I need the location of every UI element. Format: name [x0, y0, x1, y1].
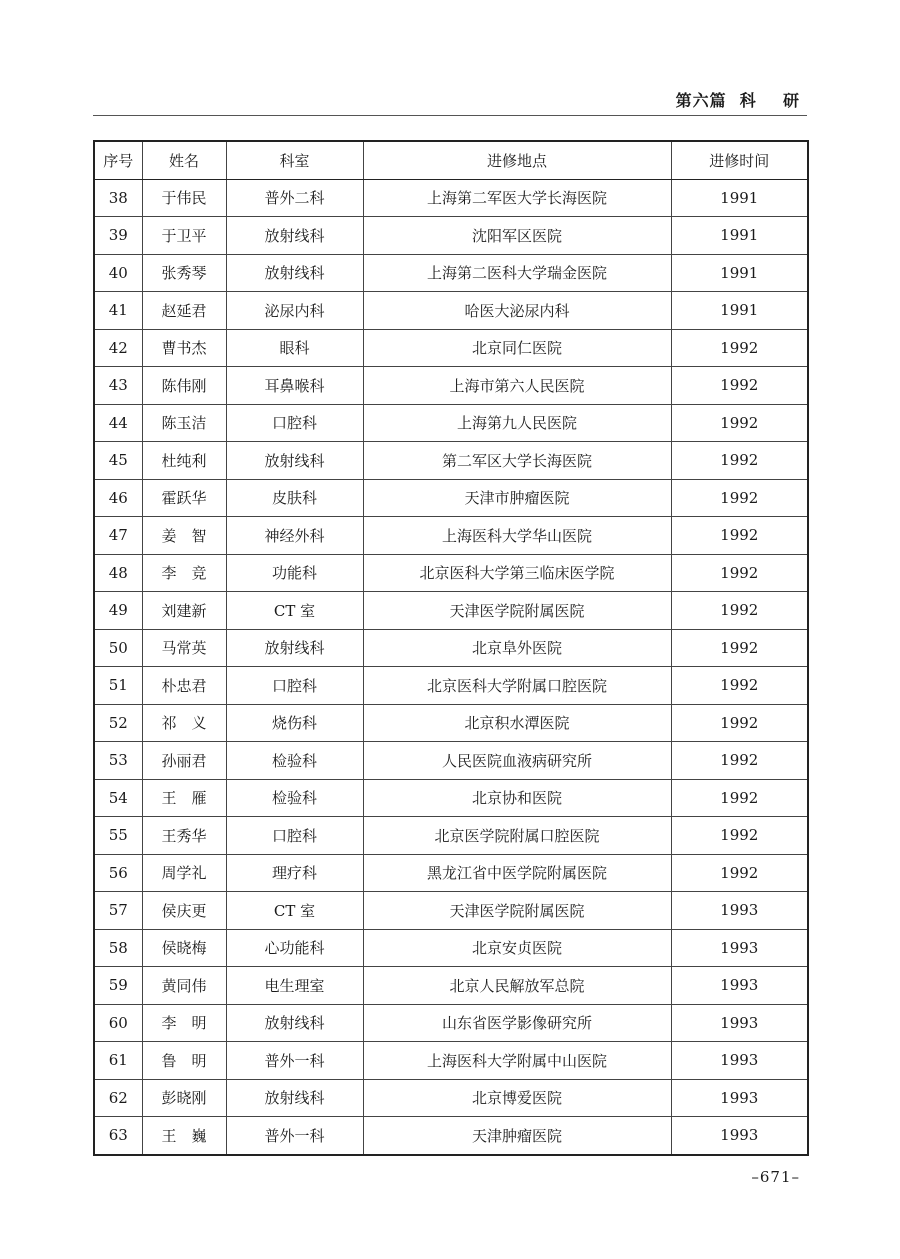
cell-index: 60	[94, 1004, 142, 1042]
cell-department: 放射线科	[226, 629, 363, 667]
cell-training-location: 北京阜外医院	[363, 629, 671, 667]
cell-name: 于卫平	[142, 217, 226, 255]
cell-training-year: 1991	[671, 179, 808, 217]
cell-name: 侯晓梅	[142, 929, 226, 967]
cell-index: 42	[94, 329, 142, 367]
cell-department: 放射线科	[226, 1004, 363, 1042]
cell-training-year: 1992	[671, 404, 808, 442]
cell-training-location: 人民医院血液病研究所	[363, 742, 671, 780]
table-body	[94, 179, 808, 1155]
cell-department: CT 室	[226, 892, 363, 930]
cell-department: 神经外科	[226, 517, 363, 555]
cell-training-year: 1991	[671, 254, 808, 292]
cell-department: 检验科	[226, 742, 363, 780]
cell-training-location: 北京同仁医院	[363, 329, 671, 367]
cell-index: 39	[94, 217, 142, 255]
cell-name: 黄同伟	[142, 967, 226, 1005]
cell-index: 49	[94, 592, 142, 630]
cell-training-year: 1992	[671, 479, 808, 517]
cell-training-location: 上海市第六人民医院	[363, 367, 671, 405]
cell-training-location: 山东省医学影像研究所	[363, 1004, 671, 1042]
cell-department: 口腔科	[226, 404, 363, 442]
table-row	[94, 704, 808, 742]
cell-department: 放射线科	[226, 217, 363, 255]
cell-training-year: 1992	[671, 667, 808, 705]
cell-training-location: 北京医科大学附属口腔医院	[363, 667, 671, 705]
cell-index: 44	[94, 404, 142, 442]
table-row	[94, 479, 808, 517]
cell-name: 杜纯利	[142, 442, 226, 480]
training-records-table	[93, 140, 809, 1156]
cell-department: 普外一科	[226, 1042, 363, 1080]
cell-index: 59	[94, 967, 142, 1005]
table-row	[94, 892, 808, 930]
column-header-training-location: 进修地点	[363, 141, 671, 179]
cell-name: 鲁 明	[142, 1042, 226, 1080]
cell-index: 54	[94, 779, 142, 817]
cell-department: CT 室	[226, 592, 363, 630]
column-header-index: 序号	[94, 141, 142, 179]
cell-index: 45	[94, 442, 142, 480]
cell-name: 彭晓刚	[142, 1079, 226, 1117]
cell-department: 电生理室	[226, 967, 363, 1005]
table-row	[94, 967, 808, 1005]
cell-name: 李 竞	[142, 554, 226, 592]
cell-index: 40	[94, 254, 142, 292]
cell-name: 侯庆更	[142, 892, 226, 930]
cell-training-year: 1992	[671, 779, 808, 817]
cell-index: 55	[94, 817, 142, 855]
table-row	[94, 404, 808, 442]
cell-department: 放射线科	[226, 1079, 363, 1117]
cell-index: 38	[94, 179, 142, 217]
cell-training-location: 哈医大泌尿内科	[363, 292, 671, 330]
cell-training-year: 1993	[671, 967, 808, 1005]
cell-index: 47	[94, 517, 142, 555]
cell-index: 57	[94, 892, 142, 930]
cell-department: 口腔科	[226, 817, 363, 855]
table-row	[94, 1004, 808, 1042]
cell-training-year: 1992	[671, 329, 808, 367]
cell-name: 赵延君	[142, 292, 226, 330]
cell-index: 41	[94, 292, 142, 330]
table-row	[94, 517, 808, 555]
table-row	[94, 592, 808, 630]
cell-department: 眼科	[226, 329, 363, 367]
cell-name: 马常英	[142, 629, 226, 667]
cell-training-location: 北京医学院附属口腔医院	[363, 817, 671, 855]
table-row	[94, 817, 808, 855]
cell-index: 43	[94, 367, 142, 405]
cell-name: 陈伟刚	[142, 367, 226, 405]
cell-name: 祁 义	[142, 704, 226, 742]
cell-department: 皮肤科	[226, 479, 363, 517]
table-row	[94, 1117, 808, 1155]
cell-training-year: 1992	[671, 854, 808, 892]
cell-training-location: 天津肿瘤医院	[363, 1117, 671, 1155]
table-row	[94, 629, 808, 667]
cell-index: 52	[94, 704, 142, 742]
table-row	[94, 1042, 808, 1080]
cell-name: 王 雁	[142, 779, 226, 817]
cell-training-location: 天津市肿瘤医院	[363, 479, 671, 517]
cell-index: 48	[94, 554, 142, 592]
table-row	[94, 367, 808, 405]
cell-department: 放射线科	[226, 254, 363, 292]
cell-name: 姜 智	[142, 517, 226, 555]
cell-index: 63	[94, 1117, 142, 1155]
column-header-training-year: 进修时间	[671, 141, 808, 179]
cell-training-location: 北京协和医院	[363, 779, 671, 817]
cell-name: 刘建新	[142, 592, 226, 630]
cell-department: 放射线科	[226, 442, 363, 480]
cell-training-year: 1993	[671, 1079, 808, 1117]
cell-training-year: 1991	[671, 292, 808, 330]
cell-training-location: 上海医科大学华山医院	[363, 517, 671, 555]
cell-name: 孙丽君	[142, 742, 226, 780]
cell-training-year: 1992	[671, 629, 808, 667]
page-number: –671–	[751, 1168, 800, 1186]
cell-name: 李 明	[142, 1004, 226, 1042]
cell-index: 53	[94, 742, 142, 780]
cell-name: 王秀华	[142, 817, 226, 855]
cell-training-location: 第二军区大学长海医院	[363, 442, 671, 480]
table-row	[94, 742, 808, 780]
cell-name: 王 巍	[142, 1117, 226, 1155]
cell-training-location: 北京积水潭医院	[363, 704, 671, 742]
table-row	[94, 254, 808, 292]
table-row	[94, 1079, 808, 1117]
cell-name: 霍跃华	[142, 479, 226, 517]
cell-name: 朴忠君	[142, 667, 226, 705]
header-rule	[93, 115, 807, 116]
cell-index: 61	[94, 1042, 142, 1080]
cell-name: 于伟民	[142, 179, 226, 217]
cell-training-year: 1992	[671, 817, 808, 855]
cell-index: 51	[94, 667, 142, 705]
column-header-department: 科室	[226, 141, 363, 179]
column-header-name: 姓名	[142, 141, 226, 179]
cell-training-location: 北京安贞医院	[363, 929, 671, 967]
cell-department: 烧伤科	[226, 704, 363, 742]
cell-department: 理疗科	[226, 854, 363, 892]
cell-department: 耳鼻喉科	[226, 367, 363, 405]
cell-name: 周学礼	[142, 854, 226, 892]
cell-index: 56	[94, 854, 142, 892]
cell-department: 普外二科	[226, 179, 363, 217]
table-header-row	[94, 141, 808, 179]
cell-training-year: 1993	[671, 1004, 808, 1042]
cell-training-year: 1992	[671, 442, 808, 480]
cell-training-year: 1993	[671, 1117, 808, 1155]
cell-training-year: 1992	[671, 367, 808, 405]
cell-training-location: 上海医科大学附属中山医院	[363, 1042, 671, 1080]
cell-training-location: 北京医科大学第三临床医学院	[363, 554, 671, 592]
cell-training-location: 北京博爱医院	[363, 1079, 671, 1117]
cell-training-year: 1992	[671, 592, 808, 630]
table-row	[94, 329, 808, 367]
cell-department: 功能科	[226, 554, 363, 592]
table-row	[94, 217, 808, 255]
table-row	[94, 854, 808, 892]
cell-training-location: 上海第九人民医院	[363, 404, 671, 442]
cell-department: 检验科	[226, 779, 363, 817]
cell-training-year: 1993	[671, 1042, 808, 1080]
cell-training-year: 1992	[671, 517, 808, 555]
cell-training-year: 1992	[671, 704, 808, 742]
table-row	[94, 779, 808, 817]
table-row	[94, 929, 808, 967]
cell-training-year: 1991	[671, 217, 808, 255]
cell-training-location: 黑龙江省中医学院附属医院	[363, 854, 671, 892]
table-row	[94, 442, 808, 480]
cell-name: 张秀琴	[142, 254, 226, 292]
cell-training-year: 1993	[671, 929, 808, 967]
cell-training-year: 1992	[671, 554, 808, 592]
cell-training-location: 沈阳军区医院	[363, 217, 671, 255]
cell-department: 口腔科	[226, 667, 363, 705]
table-row	[94, 179, 808, 217]
cell-index: 46	[94, 479, 142, 517]
table-row	[94, 554, 808, 592]
cell-training-year: 1992	[671, 742, 808, 780]
cell-name: 陈玉洁	[142, 404, 226, 442]
cell-department: 心功能科	[226, 929, 363, 967]
cell-name: 曹书杰	[142, 329, 226, 367]
cell-department: 泌尿内科	[226, 292, 363, 330]
cell-training-location: 天津医学院附属医院	[363, 592, 671, 630]
cell-department: 普外一科	[226, 1117, 363, 1155]
running-head-section-title: 第六篇 科 研	[675, 91, 800, 110]
cell-training-location: 北京人民解放军总院	[363, 967, 671, 1005]
cell-index: 62	[94, 1079, 142, 1117]
cell-training-year: 1993	[671, 892, 808, 930]
cell-training-location: 上海第二军医大学长海医院	[363, 179, 671, 217]
cell-training-location: 天津医学院附属医院	[363, 892, 671, 930]
table-row	[94, 667, 808, 705]
cell-index: 58	[94, 929, 142, 967]
table-row	[94, 292, 808, 330]
cell-index: 50	[94, 629, 142, 667]
cell-training-location: 上海第二医科大学瑞金医院	[363, 254, 671, 292]
